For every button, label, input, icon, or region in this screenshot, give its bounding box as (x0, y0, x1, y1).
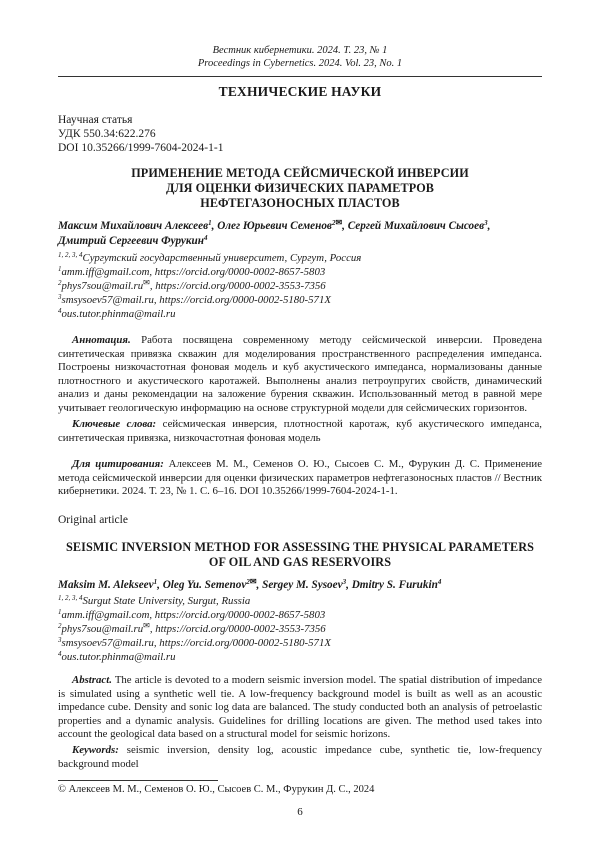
affiliation: $^{1, 2, 3, 4}$Surgut State University, Surgut, Russia (58, 594, 251, 607)
section-heading: ТЕХНИЧЕСКИЕ НАУКИ (218, 84, 382, 99)
abstract-en (58, 674, 542, 742)
authors-ru: Максим Михайлович Алексеев$^1$, Олег Юрьевич Семенов$^{2✉}$, Сергей Михайлович Сысоев$^3$, Дмитрий Сергеевич Фурукин$^4$ (58, 218, 491, 247)
envelope-icon: ✉ (249, 577, 257, 586)
abstract-ru (58, 334, 542, 416)
orcid-link[interactable]: , https://orcid.org/0000-0002-3553-7356 (149, 280, 326, 292)
orcid-link[interactable]: , https://orcid.org/0000-0002-3553-7356 (149, 623, 326, 635)
doi: DOI 10.35266/1999-7604-2024-1-1 (58, 142, 224, 154)
envelope-icon: ✉ (143, 278, 150, 287)
author: Олег Юрьевич Семенов (217, 220, 332, 232)
keywords-en (58, 744, 542, 771)
title-en-line: SEISMIC INVERSION METHOD FOR ASSESSING THE PHYSICAL PARAMETERS (66, 540, 534, 554)
contact-text[interactable]: amm.iff@gmail.com, https://orcid.org/0000-0002-8657-5803 (61, 609, 326, 621)
contact-line: $^3$smsysoev57@mail.ru, https://orcid.org/0000-0002-5180-571X (58, 636, 331, 649)
email-link[interactable]: phys7sou@mail.ru (61, 280, 144, 292)
keywords-label: Keywords: (72, 744, 119, 756)
citation-text: Алексеев М. М., Семенов О. Ю., Сысоев С. М., Фурукин Д. С. Применение метода сейсмической инверсии для оценки физических параметров нефтегазоносных пластов // Вестник кибернетики. 2024. Т. 23, № 1. С. 6–16. DOI 10.35266/1999-7604-2024-1-1. (58, 458, 542, 498)
contact-line: $^2$phys7sou@mail.ru✉, https://orcid.org/0000-0002-3553-7356 (58, 278, 326, 292)
email-link[interactable]: phys7sou@mail.ru (61, 623, 144, 635)
contact-text[interactable]: ous.tutor.phinma@mail.ru (61, 308, 176, 320)
title-ru-line: НЕФТЕГАЗОНОСНЫХ ПЛАСТОВ (200, 196, 400, 210)
contact-line: $^4$ous.tutor.phinma@mail.ru (58, 307, 176, 320)
abstract-label: Abstract. (72, 674, 112, 686)
affiliations-ru (58, 251, 542, 321)
author: Sergey M. Sysoev (262, 579, 343, 591)
author: Дмитрий Сергеевич Фурукин (58, 235, 204, 247)
contact-line: $^1$amm.iff@gmail.com, https://orcid.org/0000-0002-8657-5803 (58, 265, 326, 278)
authors-en: Maksim M. Alekseev$^1$, Oleg Yu. Semenov$^{2✉}$, Sergey M. Sysoev$^3$, Dmitry S. Furukin$^4$ (58, 577, 442, 591)
author: Максим Михайлович Алексеев (58, 220, 209, 232)
keywords-text: seismic inversion, density log, acoustic impedance cube, synthetic tie, low-frequency background model (58, 744, 542, 770)
header-rule (58, 76, 542, 77)
affiliations-en (58, 594, 542, 664)
abstract-text: The article is devoted to a modern seismic inversion model. The spatial distribution of impedance is simulated using a synthetic well tie. A low-frequency background model is built as well as an acoustic impedance cube. Density and sonic log data are balanced. The study conducted both an analysis of petroelastic properties and a dynamic analysis. Guidelines for drilling locations are given. The method used takes into account the geological data based on a structural model for seismic horizons. (58, 674, 542, 741)
footer-rule (58, 780, 218, 781)
copyright: © Алексеев М. М., Семенов О. Ю., Сысоев С. М., Фурукин Д. С., 2024 (58, 784, 375, 795)
article-type-en: Original article (58, 514, 128, 526)
contact-line: $^4$ous.tutor.phinma@mail.ru (58, 650, 176, 663)
article-type-ru: Научная статья (58, 114, 133, 126)
keywords-label: Ключевые слова: (72, 418, 157, 430)
contact-line: $^3$smsysoev57@mail.ru, https://orcid.org/0000-0002-5180-571X (58, 293, 331, 306)
keywords-text: сейсмическая инверсия, плотностной каротаж, куб акустического импеданса, синтетическая привязка, низкочастотная фоновая модель (58, 418, 542, 444)
title-en (58, 540, 542, 570)
title-ru (58, 166, 542, 211)
keywords-ru (58, 418, 542, 445)
abstract-label: Аннотация. (72, 334, 131, 346)
envelope-icon: ✉ (143, 621, 150, 630)
author: Oleg Yu. Semenov (162, 579, 247, 591)
author: Maksim M. Alekseev (58, 579, 154, 591)
author: Dmitry S. Furukin (351, 579, 438, 591)
envelope-icon: ✉ (335, 218, 343, 227)
title-en-line: OF OIL AND GAS RESERVOIRS (208, 555, 392, 569)
citation-label: Для цитирования: (72, 458, 164, 470)
page-number: 6 (297, 806, 303, 818)
contact-text[interactable]: amm.iff@gmail.com, https://orcid.org/0000-0002-8657-5803 (61, 266, 326, 278)
title-ru-line: ДЛЯ ОЦЕНКИ ФИЗИЧЕСКИХ ПАРАМЕТРОВ (165, 181, 435, 195)
udk: УДК 550.34:622.276 (58, 128, 156, 140)
journal-title-ru: Вестник кибернетики. 2024. Т. 23, № 1 (212, 45, 388, 56)
affiliation: $^{1, 2, 3, 4}$Сургутский государственный университет, Сургут, Россия (58, 251, 362, 264)
title-ru-line: ПРИМЕНЕНИЕ МЕТОДА СЕЙСМИЧЕСКОЙ ИНВЕРСИИ (131, 166, 469, 180)
abstract-text: Работа посвящена современному методу сейсмической инверсии. Проведена синтетическая привязка скважин для моделирования пространственного распределения импеданса. Построены низкочастотная фоновая модель и куб акустического импеданса, нормализованы данные плотностного и акустического каротажей. Выполнены анализ петроупругих свойств, динамический анализ и даны рекомендации на заложение бурения скважин. Использованный метод в равной мере учитывает геологическую информацию на основе структурной модели для сейсмических горизонтов. (58, 334, 542, 414)
journal-title-en: Proceedings in Cybernetics. 2024. Vol. 23, No. 1 (197, 58, 403, 69)
contact-line: $^2$phys7sou@mail.ru✉, https://orcid.org/0000-0002-3553-7356 (58, 621, 326, 635)
contact-text[interactable]: ous.tutor.phinma@mail.ru (61, 651, 176, 663)
author: Сергей Михайлович Сысоев (347, 220, 485, 232)
contact-text[interactable]: smsysoev57@mail.ru, https://orcid.org/0000-0002-5180-571X (61, 294, 331, 306)
contact-text[interactable]: smsysoev57@mail.ru, https://orcid.org/0000-0002-5180-571X (61, 637, 331, 649)
citation-ru (58, 458, 542, 499)
contact-line: $^1$amm.iff@gmail.com, https://orcid.org/0000-0002-8657-5803 (58, 608, 326, 621)
